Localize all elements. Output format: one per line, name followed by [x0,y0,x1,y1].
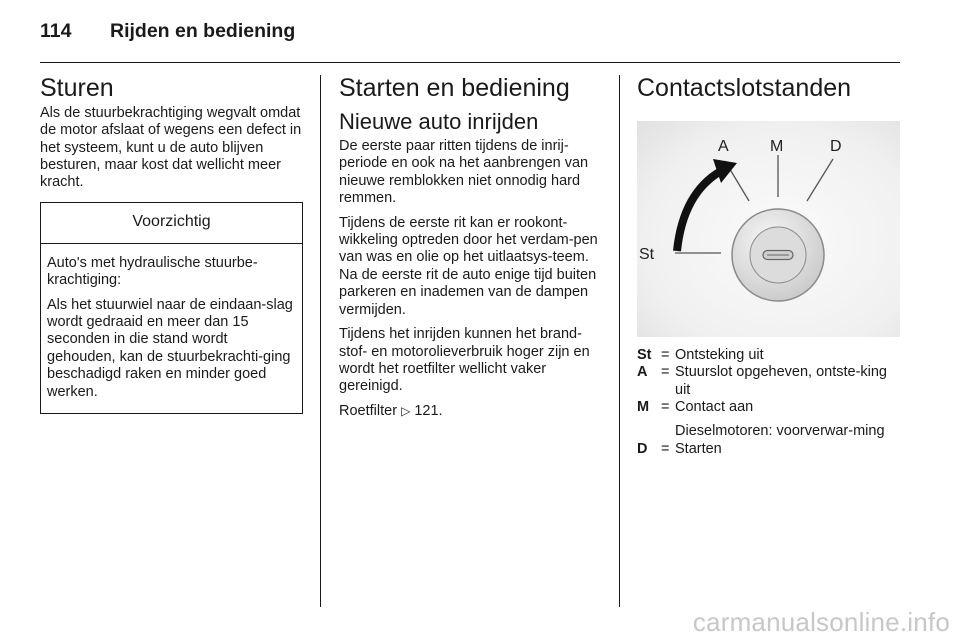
page-header [40,20,295,43]
legend-row-d [637,441,900,458]
break-in-paragraph-1: De eerste paar ritten tijdens de inrij-periode en ook na het aanbrengen van nieuwe remblokken niet onnodig hard remmen. [339,138,589,207]
cross-reference[interactable] [339,403,603,420]
legend-key: M [637,398,650,415]
chapter-title: Rijden en bediening [110,20,296,42]
column-divider-2 [619,75,620,607]
legend-equals: = [661,440,670,457]
legend-row-st [637,347,900,364]
legend-equals: = [661,364,670,381]
legend-row-m [637,399,900,416]
legend-key: D [637,440,648,457]
label-a: A [718,137,729,155]
legend-key: St [637,346,652,363]
steering-paragraph: Als de stuurbekrachtiging wegvalt omdat de motor afslaat of wegens een defect in het systeem, kunt u de auto blijven besturen, maar kost dat wellicht meer kracht. [40,104,302,191]
legend-equals: = [661,398,670,415]
legend-note-diesel: Dieselmotoren: voorverwar-ming [675,423,885,440]
legend-value: Ontsteking uit [675,346,764,363]
label-st: St [639,245,655,263]
legend-value: Contact aan [675,398,754,415]
page-number: 114 [40,20,72,42]
section-heading-ignition: Contactslotstanden [637,74,852,102]
legend-equals: = [661,346,670,363]
break-in-paragraph-2: Tijdens de eerste rit kan er rookont-wikkeling optreden door het verdam-pen van was en olie op het uitlaatsys-teem. Na de eerste rit de auto enige tijd buiten parkeren en inademen van de dampen vermijden. [339,214,598,318]
column-steering [40,74,303,414]
column-divider-1 [320,75,321,607]
caution-body [41,244,302,413]
header-rule [40,62,900,63]
reference-label: Roetfilter [339,402,398,419]
ignition-switch-illustration [637,121,900,337]
ignition-legend [637,347,900,458]
legend-key: A [637,364,648,381]
caution-paragraph-2: Als het stuurwiel naar de eindaan-slag wordt gedraaid en meer dan 15 seconden in die stand wordt gehouden, kan de stuurbekrachti-ging beschadigd raken en minder goed werken. [47,296,293,400]
caution-title: Voorzichtig [41,203,302,244]
caution-box [40,202,303,414]
legend-row-a [637,364,900,399]
label-d: D [830,137,842,155]
legend-value: Starten [675,440,722,457]
reference-arrow-icon: ▷ [401,403,411,418]
ignition-figure [637,121,900,337]
column-ignition [637,74,900,458]
watermark: carmanualsonline.info [692,607,950,637]
legend-value: Stuurslot opgeheven, ontste-king uit [675,364,887,398]
break-in-paragraph-3: Tijdens het inrijden kunnen het brand-stof- en motorolieverbruik hoger zijn en wordt het roetfilter wellicht vaker gereinigd. [339,326,590,395]
caution-paragraph-1: Auto's met hydraulische stuurbe-krachtiging: [47,254,258,289]
subsection-heading-break-in: Nieuwe auto inrijden [339,108,539,134]
column-starting [339,74,603,427]
reference-page: 121. [414,402,443,419]
label-m: M [770,137,784,155]
section-heading-steering: Sturen [40,74,114,102]
section-heading-starting: Starten en bediening [339,74,570,102]
